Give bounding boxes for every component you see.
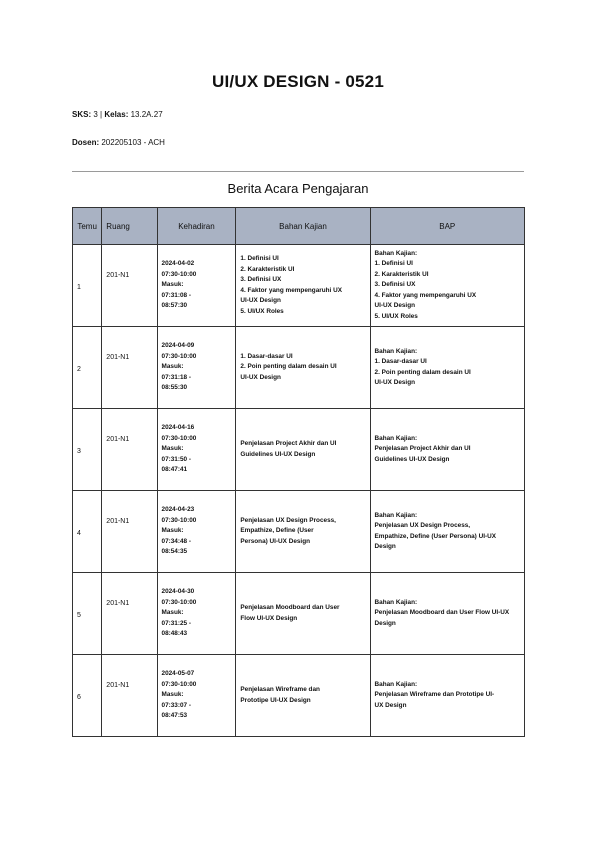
- bap-line: Penjelasan Wireframe dan Prototipe UI-: [374, 691, 495, 699]
- bap-line: 1. Dasar-dasar UI: [374, 358, 427, 365]
- bahan-line: 1. Dasar-dasar UI: [240, 352, 293, 360]
- divider: [72, 171, 524, 172]
- kelas-value: 13.2A.27: [130, 110, 163, 119]
- bap-line: Bahan Kajian:: [374, 434, 418, 442]
- cell-bap: [370, 327, 524, 409]
- temu-value: 2: [77, 366, 81, 373]
- kehadiran-line: 07:31:25 -: [161, 619, 192, 627]
- cell-bahan-kajian: [236, 491, 370, 573]
- cell-bap: [370, 409, 524, 491]
- ruang-value: 201-N1: [106, 272, 130, 279]
- kehadiran-line: 08:57:30: [161, 302, 188, 310]
- cell-kehadiran: [157, 573, 236, 655]
- kehadiran-line: Masuk:: [161, 527, 184, 535]
- temu-value: 6: [77, 694, 81, 701]
- ruang-value: 201-N1: [106, 354, 130, 361]
- kehadiran-line: 08:55:30: [161, 384, 188, 392]
- bahan-line: Penjelasan Moodboard dan User: [240, 604, 340, 611]
- bap-line: Design: [374, 543, 396, 550]
- cell-kehadiran: [157, 327, 236, 409]
- kehadiran-line: 2024-04-16: [161, 424, 195, 432]
- kehadiran-line: 08:47:41: [161, 466, 188, 474]
- cell-ruang: [102, 491, 157, 573]
- course-meta: [72, 110, 163, 119]
- kehadiran-line: 2024-04-30: [161, 588, 195, 596]
- bap-line: 1. Definisi UI: [374, 260, 413, 268]
- bahan-line: Penjelasan Project Akhir dan UI: [240, 440, 337, 447]
- cell-ruang: [102, 327, 157, 409]
- bahan-line: 5. UI/UX Roles: [240, 307, 284, 315]
- bap-line: 5. UI/UX Roles: [374, 312, 418, 320]
- table-row: [73, 409, 525, 491]
- cell-ruang: [102, 655, 157, 737]
- header-bahan-kajian: Bahan Kajian: [236, 208, 370, 245]
- bap-table: [72, 207, 525, 737]
- ruang-value: 201-N1: [106, 682, 130, 689]
- sks-label: SKS:: [72, 110, 92, 119]
- bap-line: Guidelines UI-UX Design: [374, 455, 450, 463]
- table-row: [73, 491, 525, 573]
- bap-line: Bahan Kajian:: [374, 511, 418, 519]
- cell-ruang: [102, 245, 157, 327]
- bahan-line: Empathize, Define (User: [240, 527, 314, 535]
- cell-temu: [73, 409, 102, 491]
- bap-line: Design: [374, 619, 396, 627]
- dosen-label: Dosen:: [72, 138, 100, 147]
- bap-line: Penjelasan UX Design Process,: [374, 522, 471, 529]
- cell-kehadiran: [157, 409, 236, 491]
- kehadiran-line: 07:31:50 -: [161, 455, 192, 463]
- cell-bahan-kajian: [236, 655, 370, 737]
- cell-bap: [370, 245, 524, 327]
- cell-bap: [370, 655, 524, 737]
- bap-line: 4. Faktor yang mempengaruhi UX: [374, 291, 477, 299]
- header-bap: BAP: [370, 208, 524, 245]
- dosen-meta: [72, 138, 165, 147]
- bap-line: UI-UX Design: [374, 302, 416, 310]
- dosen-value: 202205103 - ACH: [101, 138, 165, 147]
- sks-value: 3: [93, 110, 98, 119]
- cell-temu: [73, 327, 102, 409]
- meta-separator: |: [100, 110, 103, 119]
- table-row: [73, 655, 525, 737]
- bap-line: Bahan Kajian:: [374, 347, 418, 355]
- cell-temu: [73, 245, 102, 327]
- cell-bahan-kajian: [236, 409, 370, 491]
- kehadiran-line: 08:54:35: [161, 548, 188, 556]
- kehadiran-line: 08:48:43: [161, 630, 188, 638]
- bap-line: Penjelasan Project Akhir dan UI: [374, 445, 471, 453]
- cell-temu: [73, 573, 102, 655]
- temu-value: 4: [77, 530, 81, 537]
- cell-bahan-kajian: [236, 245, 370, 327]
- cell-temu: [73, 491, 102, 573]
- bap-line: 2. Poin penting dalam desain UI: [374, 368, 471, 376]
- kehadiran-line: 07:34:48 -: [161, 537, 192, 545]
- bahan-line: Persona) UI-UX Design: [240, 537, 311, 545]
- kehadiran-line: 2024-04-23: [161, 506, 195, 514]
- temu-value: 1: [77, 284, 81, 291]
- cell-temu: [73, 655, 102, 737]
- bahan-line: 4. Faktor yang mempengaruhi UX: [240, 286, 342, 294]
- table-row: [73, 327, 525, 409]
- kelas-label: Kelas:: [104, 110, 129, 119]
- temu-value: 3: [77, 448, 81, 455]
- bahan-line: 2. Poin penting dalam desain UI: [240, 363, 337, 371]
- kehadiran-line: Masuk:: [161, 609, 184, 617]
- kehadiran-line: 07:30-10:00: [161, 598, 197, 606]
- kehadiran-line: 07:33:07 -: [161, 701, 192, 709]
- bahan-line: Prototipe UI-UX Design: [240, 696, 311, 704]
- cell-ruang: [102, 409, 157, 491]
- cell-kehadiran: [157, 491, 236, 573]
- bahan-line: UI-UX Design: [240, 373, 281, 381]
- cell-kehadiran: [157, 245, 236, 327]
- kehadiran-line: 2024-04-09: [161, 342, 195, 350]
- ruang-value: 201-N1: [106, 518, 130, 525]
- bahan-line: Flow UI-UX Design: [240, 614, 298, 622]
- kehadiran-line: Masuk:: [161, 363, 184, 371]
- kehadiran-line: 07:30-10:00: [161, 352, 197, 360]
- bap-line: Bahan Kajian:: [374, 249, 418, 257]
- table-row: [73, 245, 525, 327]
- kehadiran-line: 2024-05-07: [161, 670, 195, 678]
- kehadiran-line: Masuk:: [161, 445, 184, 453]
- cell-bahan-kajian: [236, 573, 370, 655]
- kehadiran-line: 07:31:08 -: [161, 291, 192, 299]
- section-title: Berita Acara Pengajaran: [227, 181, 369, 196]
- ruang-value: 201-N1: [106, 436, 130, 443]
- kehadiran-line: 07:30-10:00: [161, 680, 197, 688]
- bap-line: Empathize, Define (User Persona) UI-UX: [374, 532, 496, 540]
- bap-line: Penjelasan Moodboard dan User Flow UI-UX: [374, 609, 510, 617]
- header-temu: Temu: [73, 208, 102, 245]
- ruang-value: 201-N1: [106, 600, 130, 607]
- bahan-line: Penjelasan Wireframe dan: [240, 686, 320, 693]
- kehadiran-line: 08:47:53: [161, 712, 188, 720]
- cell-bap: [370, 491, 524, 573]
- bahan-line: 3. Definisi UX: [240, 276, 282, 283]
- cell-ruang: [102, 573, 157, 655]
- kehadiran-line: Masuk:: [161, 691, 184, 699]
- kehadiran-line: 07:30-10:00: [161, 516, 197, 524]
- cell-kehadiran: [157, 655, 236, 737]
- header-ruang: Ruang: [102, 208, 157, 245]
- bahan-line: UI-UX Design: [240, 297, 281, 304]
- bahan-line: Guidelines UI-UX Design: [240, 450, 316, 458]
- kehadiran-line: 07:31:18 -: [161, 373, 192, 381]
- kehadiran-line: 07:30-10:00: [161, 434, 197, 442]
- kehadiran-line: Masuk:: [161, 281, 184, 289]
- bap-line: Bahan Kajian:: [374, 680, 418, 688]
- bap-line: UI-UX Design: [374, 379, 416, 386]
- kehadiran-line: 2024-04-02: [161, 260, 195, 268]
- cell-bahan-kajian: [236, 327, 370, 409]
- bap-line: Bahan Kajian:: [374, 598, 418, 606]
- page-title: UI/UX DESIGN - 0521: [212, 72, 384, 91]
- bahan-line: 2. Karakteristik UI: [240, 265, 295, 273]
- bap-line: UX Design: [374, 701, 407, 709]
- cell-bap: [370, 573, 524, 655]
- bahan-line: 1. Definisi UI: [240, 255, 279, 262]
- kehadiran-line: 07:30-10:00: [161, 270, 197, 278]
- header-kehadiran: Kehadiran: [157, 208, 236, 245]
- temu-value: 5: [77, 612, 81, 619]
- bahan-line: Penjelasan UX Design Process,: [240, 516, 336, 524]
- table-row: [73, 573, 525, 655]
- table-header-row: [73, 208, 525, 245]
- bap-line: 3. Definisi UX: [374, 281, 416, 289]
- bap-line: 2. Karakteristik UI: [374, 270, 429, 278]
